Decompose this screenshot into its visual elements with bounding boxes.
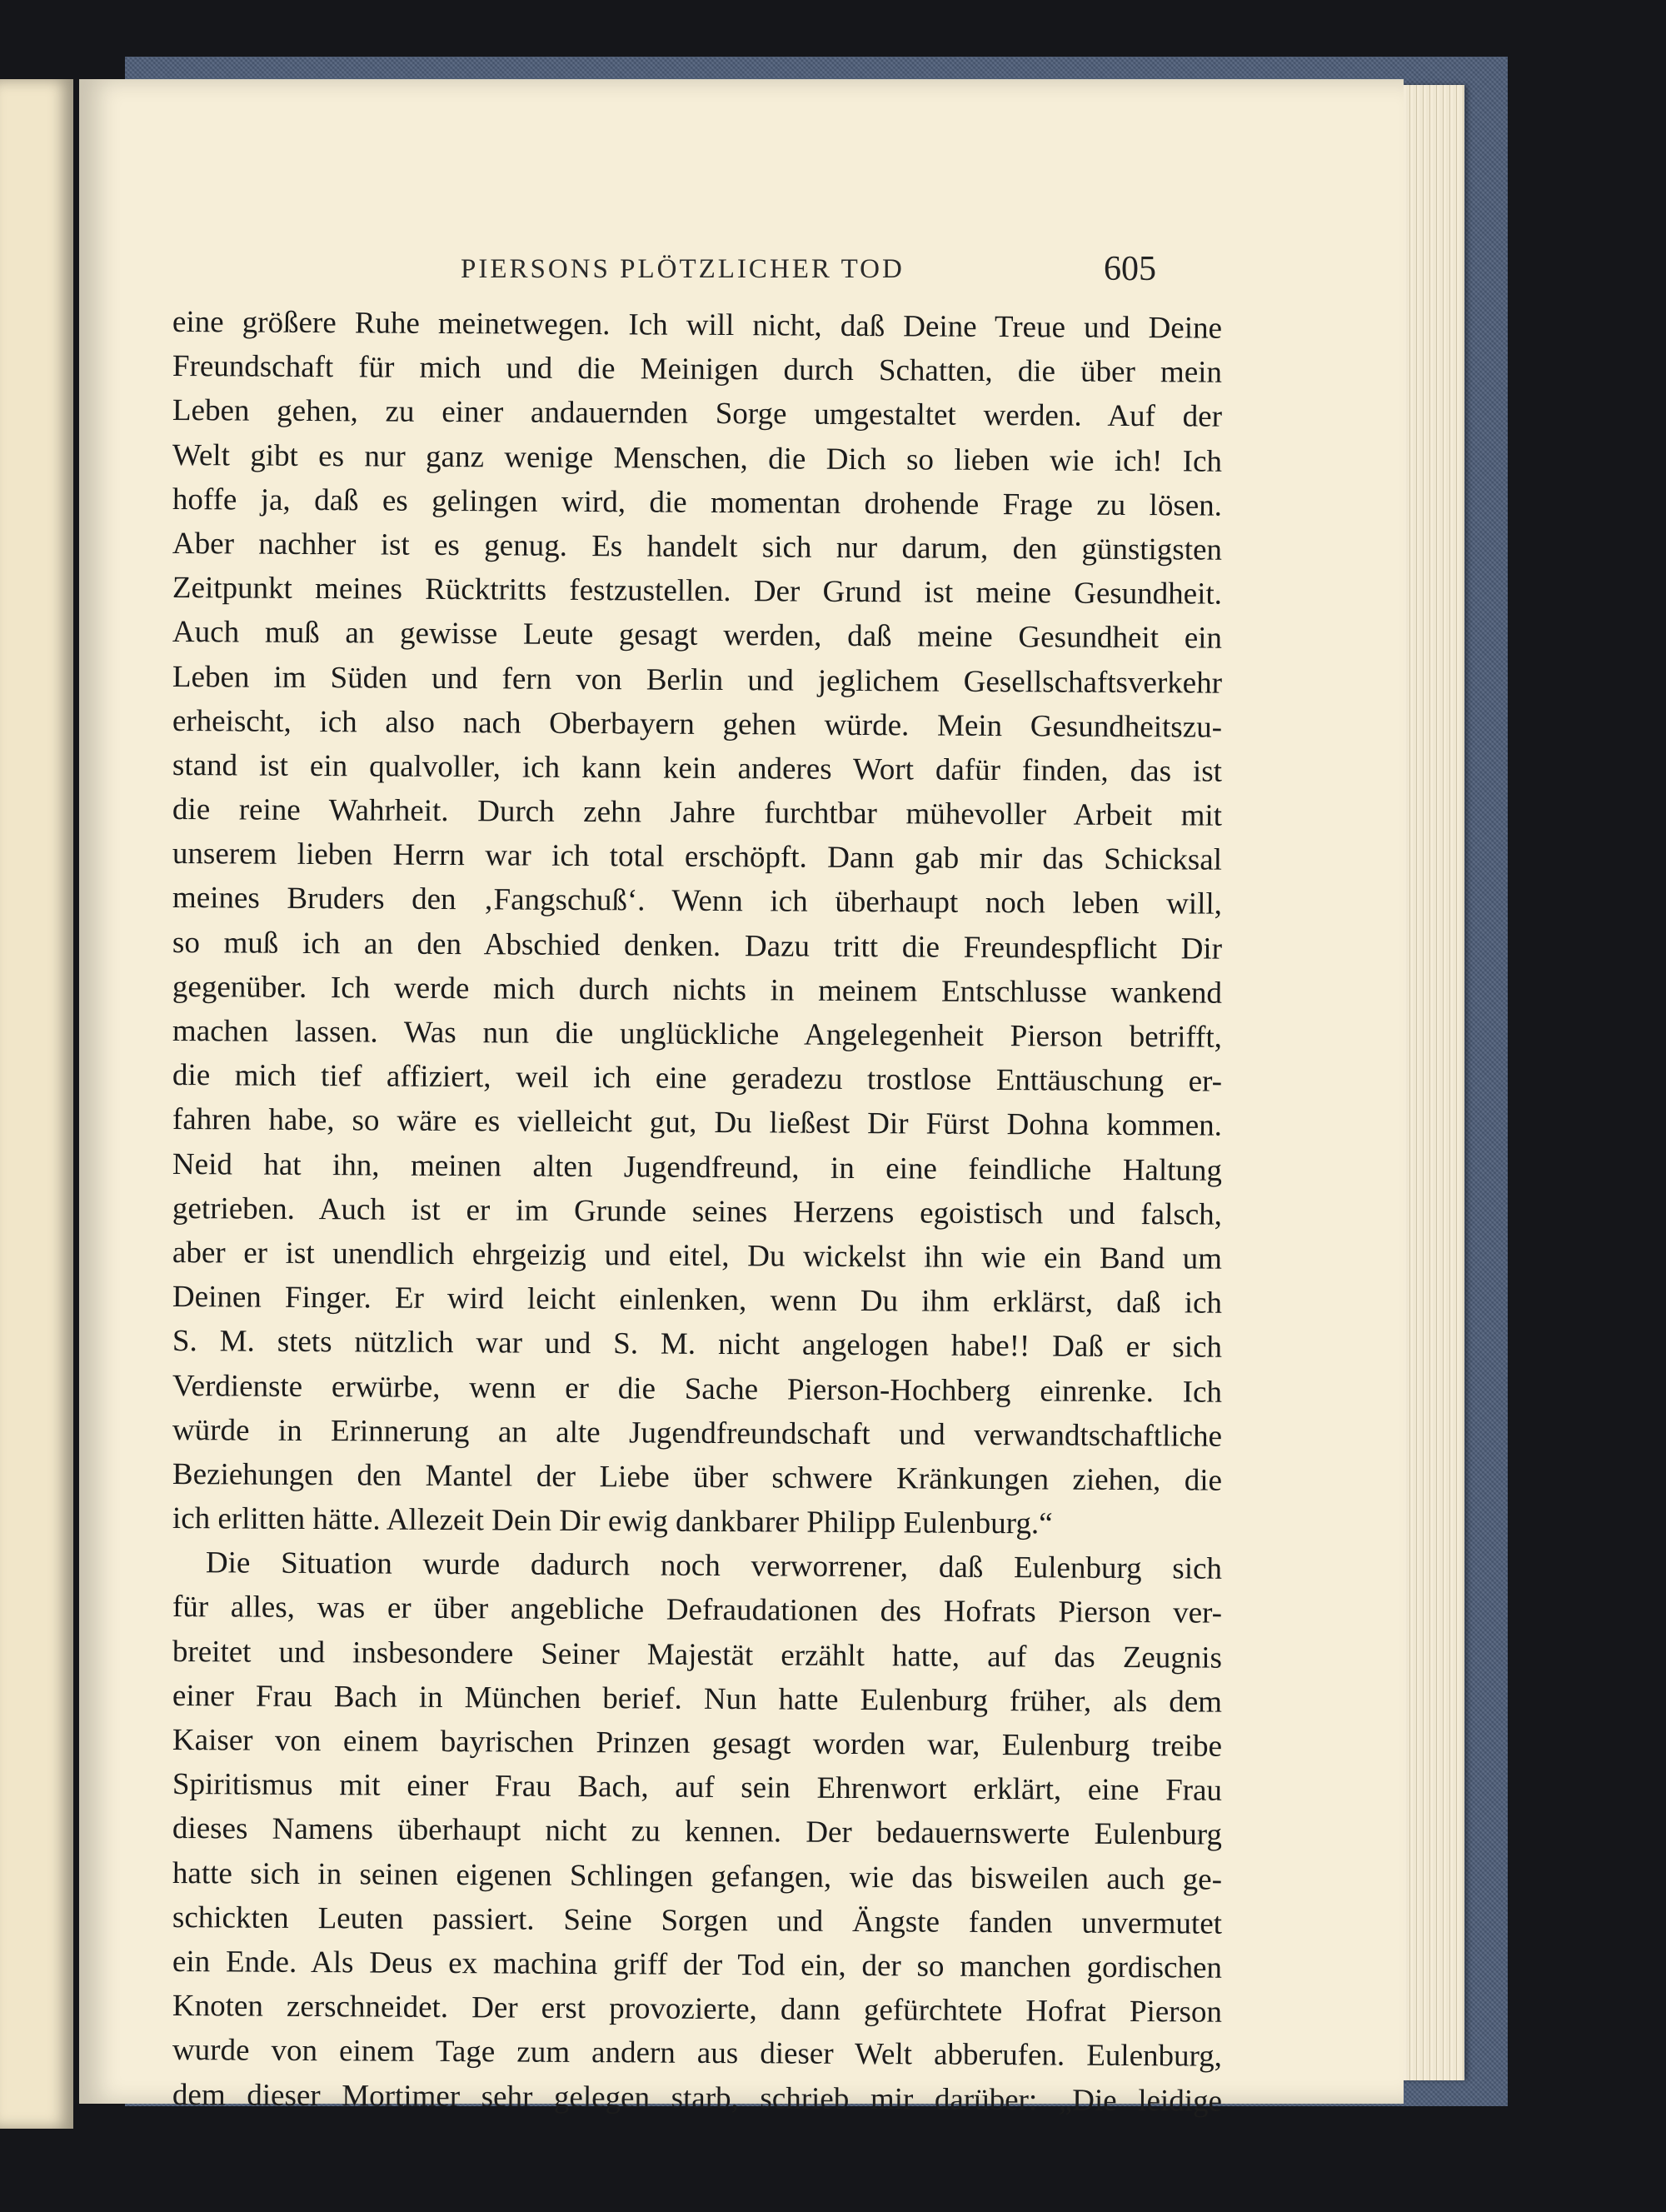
text-line: schickten Leuten passiert. Seine Sorgen und Ängste fanden unvermutet	[172, 1900, 1223, 1941]
text-line: hatte sich in seinen eigenen Schlingen gefangen, wie das bisweilen auch ge-	[172, 1855, 1223, 1897]
text-line: einer Frau Bach in München berief. Nun hatte Eulenburg früher, als dem	[172, 1678, 1223, 1720]
text-line: eine größere Ruhe meinetwegen. Ich will nicht, daß Deine Treue und Deine	[172, 305, 1223, 346]
text-line: erheischt, ich also nach Oberbayern gehen würde. Mein Gesundheitszu-	[172, 703, 1223, 745]
text-line: Freundschaft für mich und die Meinigen durch Schatten, die über mein	[172, 349, 1223, 390]
text-line: unserem lieben Herrn war ich total erschöpft. Dann gab mir das Schicksal	[172, 836, 1223, 877]
text-line: die mich tief affiziert, weil ich eine geradezu trostlose Enttäuschung er-	[172, 1058, 1223, 1099]
text-line: wurde von einem Tage zum andern aus dieser Welt abberufen. Eulenburg,	[172, 2033, 1223, 2075]
text-line: Beziehungen den Mantel der Liebe über schwere Kränkungen ziehen, die	[172, 1456, 1223, 1498]
text-line: dem dieser Mortimer sehr gelegen starb, schrieb mir darüber: „Die leidige	[172, 2077, 1223, 2119]
text-line: Deinen Finger. Er wird leicht einlenken, wenn Du ihm erklärst, daß ich	[172, 1280, 1223, 1321]
text-line: Leben gehen, zu einer andauernden Sorge umgestaltet werden. Auf der	[172, 393, 1223, 435]
text-line: ich erlitten hätte. Allezeit Dein Dir ewig dankbarer Philipp Eulenburg.“	[172, 1501, 1053, 1541]
left-page-edge	[0, 79, 73, 2129]
text-line: Neid hat ihn, meinen alten Jugendfreund, in eine feindliche Haltung	[172, 1146, 1223, 1188]
text-line: Die Situation wurde dadurch noch verworrener, daß Eulenburg sich	[205, 1545, 1223, 1586]
running-head	[79, 250, 1404, 304]
text-line: ein Ende. Als Deus ex machina griff der Tod ein, der so manchen gordischen	[172, 1944, 1223, 1985]
text-line: breitet und insbesondere Seiner Majestät erzählt hatte, auf das Zeugnis	[172, 1634, 1223, 1675]
text-line: würde in Erinnerung an alte Jugendfreundschaft und verwandtschaftliche	[172, 1412, 1223, 1454]
text-line: Welt gibt es nur ganz wenige Menschen, die Dich so lieben wie ich! Ich	[172, 437, 1223, 479]
page-number: 605	[1104, 250, 1156, 288]
running-title: PIERSONS PLÖTZLICHER TOD	[461, 254, 905, 284]
text-line: fahren habe, so wäre es vielleicht gut, Du ließest Dir Fürst Dohna kommen.	[172, 1102, 1223, 1144]
text-line: Knoten zerschneidet. Der erst provozierte, dann gefürchtete Hofrat Pierson	[172, 1989, 1223, 2030]
text-line: aber er ist unendlich ehrgeizig und eitel, Du wickelst ihn wie ein Band um	[172, 1235, 1223, 1276]
text-line: Verdienste erwürbe, wenn er die Sache Pierson-Hochberg einrenke. Ich	[172, 1368, 1223, 1410]
text-line: Aber nachher ist es genug. Es handelt sich nur darum, den günstigsten	[172, 526, 1223, 567]
text-line: Auch muß an gewisse Leute gesagt werden, daß meine Gesundheit ein	[172, 615, 1223, 657]
text-line: stand ist ein qualvoller, ich kann kein anderes Wort dafür finden, das ist	[172, 747, 1223, 789]
text-line: für alles, was er über angebliche Defraudationen des Hofrats Pierson ver-	[172, 1590, 1223, 1631]
text-line: machen lassen. Was nun die unglückliche Angelegenheit Pierson betrifft,	[172, 1014, 1223, 1055]
text-line: S. M. stets nützlich war und S. M. nicht angelogen habe!! Daß er sich	[172, 1324, 1223, 1366]
text-line: gegenüber. Ich werde mich durch nichts in meinem Entschlusse wankend	[172, 969, 1223, 1011]
book-page	[79, 79, 1404, 2119]
text-line: Kaiser von einem bayrischen Prinzen gesagt worden war, Eulenburg treibe	[172, 1723, 1223, 1764]
text-line: Zeitpunkt meines Rücktritts festzustellen. Der Grund ist meine Gesundheit.	[172, 571, 1223, 612]
text-line: hoffe ja, daß es gelingen wird, die momentan drohende Frage zu lösen.	[172, 482, 1223, 523]
text-line: meines Bruders den ‚Fangschuß‘. Wenn ich überhaupt noch leben will,	[172, 881, 1223, 922]
body-text	[172, 300, 1222, 2117]
text-line: Spiritismus mit einer Frau Bach, auf sein Ehrenwort erklärt, eine Frau	[172, 1767, 1223, 1808]
text-line: dieses Namens überhaupt nicht zu kennen. Der bedauernswerte Eulenburg	[172, 1811, 1223, 1853]
text-line: die reine Wahrheit. Durch zehn Jahre furchtbar mühevoller Arbeit mit	[172, 792, 1223, 833]
text-line: getrieben. Auch ist er im Grunde seines Herzens egoistisch und falsch,	[172, 1191, 1223, 1232]
text-line: Leben im Süden und fern von Berlin und jeglichem Gesellschaftsverkehr	[172, 659, 1223, 701]
text-line: so muß ich an den Abschied denken. Dazu tritt die Freundespflicht Dir	[172, 925, 1223, 966]
